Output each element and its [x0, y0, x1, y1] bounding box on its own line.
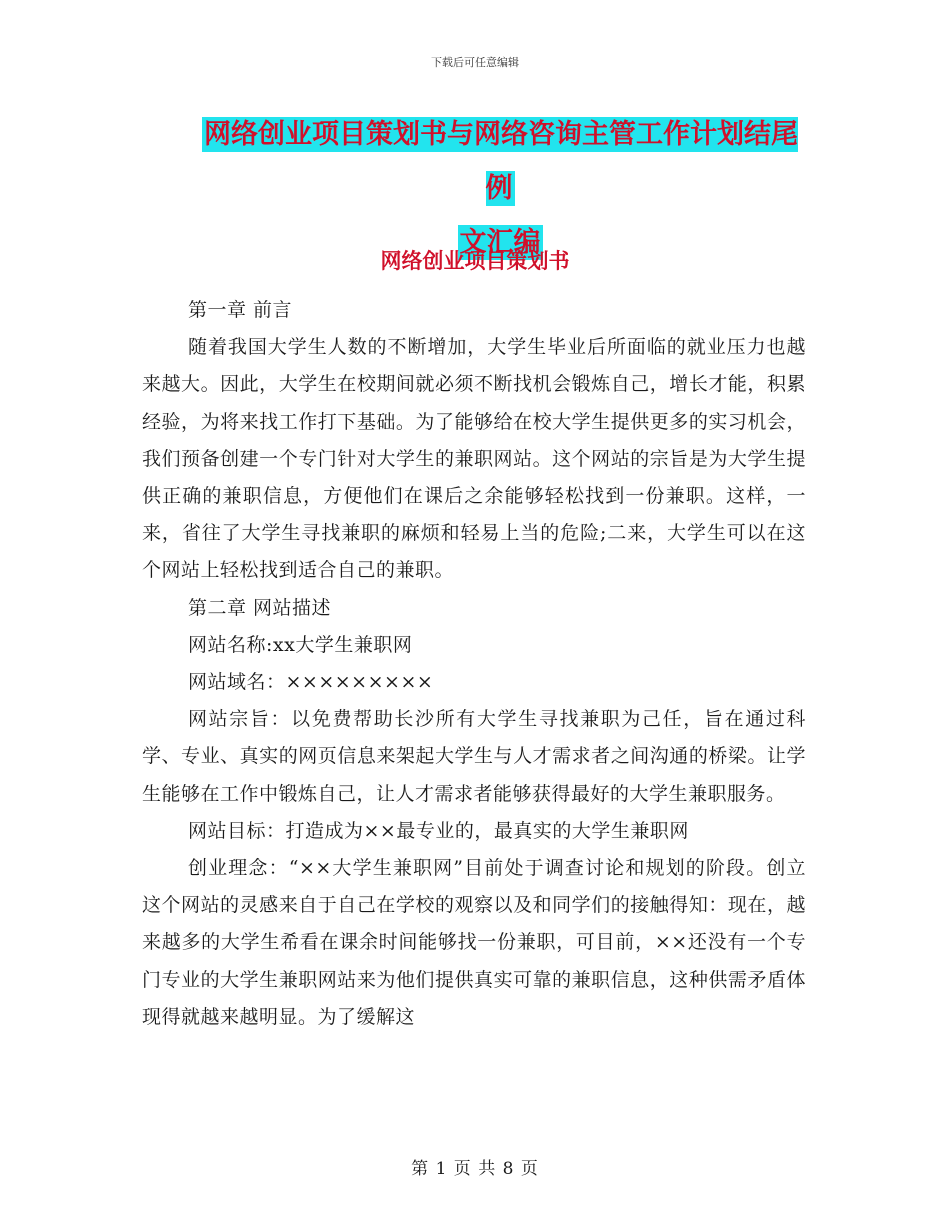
document-body — [142, 292, 806, 1036]
document-title-line-1: 网络创业项目策划书与网络咨询主管工作计划结尾例 — [204, 119, 798, 204]
paragraph-website-name: 网站名称:xx大学生兼职网 — [188, 633, 413, 656]
paragraph-website-goal: 网站目标：打造成为××最专业的，最真实的大学生兼职网 — [188, 819, 689, 842]
chapter-heading-website-description: 第二章 网站描述 — [188, 596, 332, 619]
section-title: 网络创业项目策划书 — [380, 249, 570, 273]
paragraph-business-concept: 创业理念：“××大学生兼职网”目前处于调查讨论和规划的阶段。创立这个网站的灵感来自于自己在学校的观察以及和同学们的接触得知：现在，越来越多的大学生希看在课余时间能够找一份兼职，可目前，××还没有一个专门专业的大学生兼职网站来为他们提供真实可靠的兼职信息，这种供需矛盾体现得就越来越明显。为了缓解这 — [142, 857, 806, 1028]
document-title-line-2: 文汇编 — [459, 227, 541, 258]
chapter-heading-preface: 第一章 前言 — [188, 299, 293, 321]
page-indicator: 第 1 页 共 8 页 — [411, 1159, 539, 1179]
paragraph-website-domain: 网站域名：××××××××× — [188, 671, 434, 694]
header-note: 下载后可任意编辑 — [431, 56, 519, 69]
paragraph-website-purpose: 网站宗旨：以免费帮助长沙所有大学生寻找兼职为己任，旨在通过科学、专业、真实的网页信息来架起大学生与人才需求者之间沟通的桥梁。让学生能够在工作中锻炼自己，让人才需求者能够获得最好的大学生兼职服务。 — [142, 708, 806, 805]
paragraph-preface: 随着我国大学生人数的不断增加，大学生毕业后所面临的就业压力也越来越大。因此，大学生在校期间就必须不断找机会锻炼自己，增长才能，积累经验，为将来找工作打下基础。为了能够给在校大学生提供更多的实习机会，我们预备创建一个专门针对大学生的兼职网站。这个网站的宗旨是为大学生提供正确的兼职信息，方便他们在课后之余能够轻松找到一份兼职。这样，一来，省往了大学生寻找兼职的麻烦和轻易上当的危险;二来，大学生可以在这个网站上轻松找到适合自己的兼职。 — [142, 336, 806, 582]
